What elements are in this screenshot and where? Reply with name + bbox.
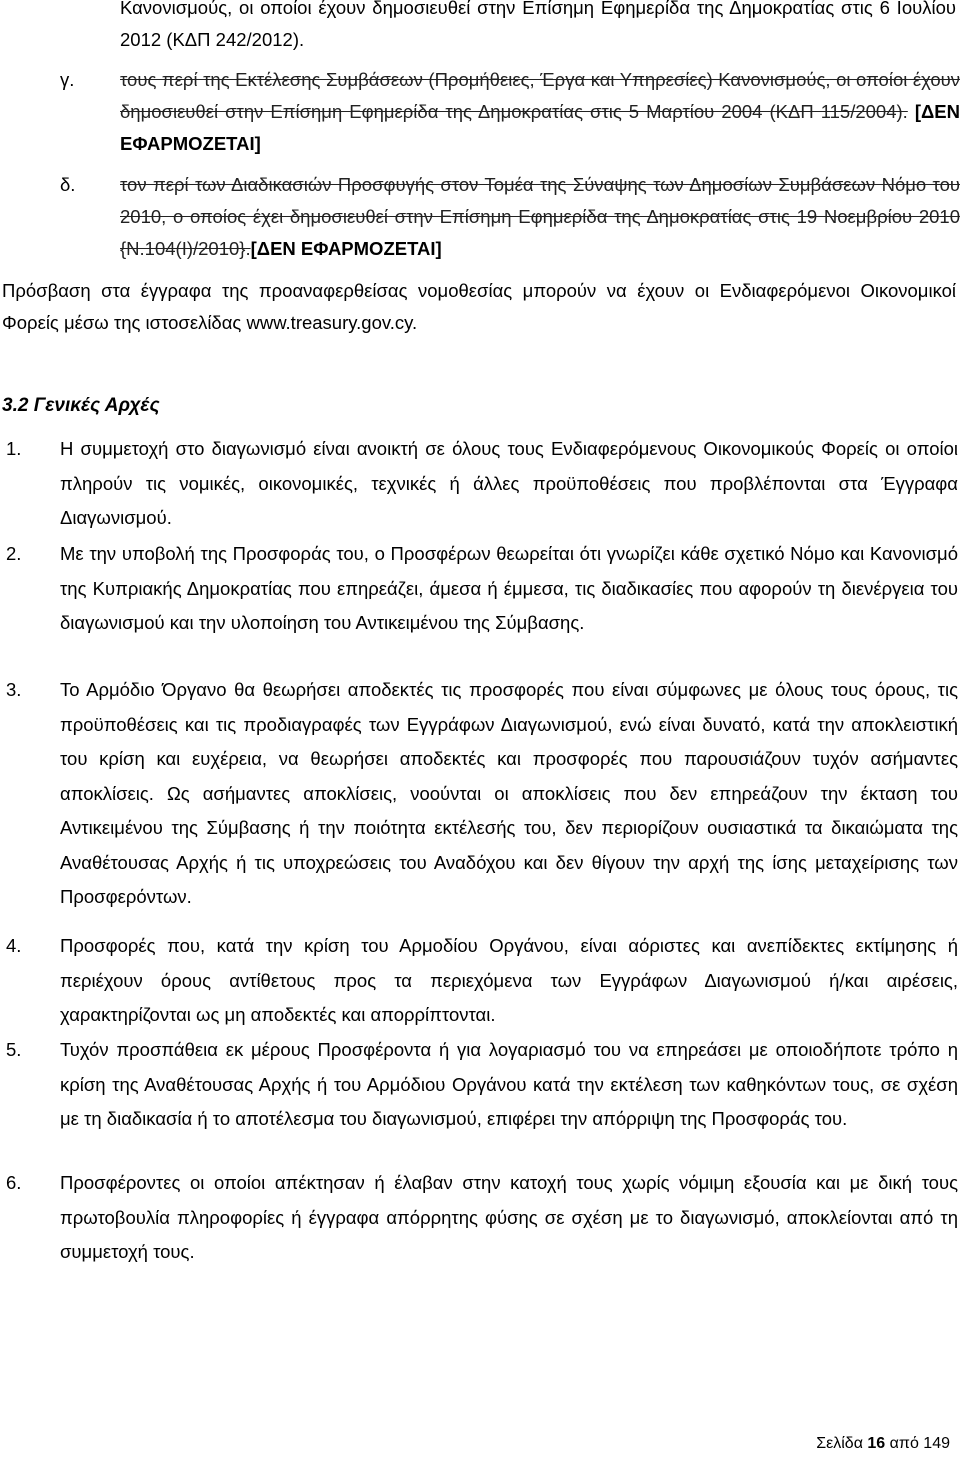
item-number: 1. <box>6 438 22 459</box>
footer-page-label: Σελίδα <box>816 1435 863 1452</box>
footer-total-pages: 149 <box>923 1435 950 1452</box>
item-text: Προσφέροντες οι οποίοι απέκτησαν ή έλαβαν στην κατοχή τους χωρίς νόμιμη εξουσία και με δική τους πρωτοβουλία πληροφορίες ή έγγραφα απόρρητης φύσης σε σχέση με το διαγωνισμό, αποκλείονται από τη συμμετοχή τους. <box>60 1172 958 1262</box>
top-fragment: Κανονισμούς, οι οποίοι έχουν δημοσιευθεί στην Επίσημη Εφημερίδα της Δημοκρατίας στις 6 Ιουλίου 2012 (ΚΔΠ 242/2012). <box>120 0 956 50</box>
repealed-reference-text: τον περί των Διαδικασιών Προσφυγής στον Τομέα της Σύναψης των Δημοσίων Συμβάσεων Νόμο του 2010, ο οποίος έχει δημοσιευθεί στην Επίσημη Εφημερίδα της Δημοκρατίας στις 19 Νοεμβρίου 2010 {Ν.104(Ι)/2010}. <box>120 174 960 259</box>
item-number: 3. <box>6 679 22 700</box>
section-heading: 3.2 Γενικές Αρχές <box>2 395 160 416</box>
item-text: Προσφορές που, κατά την κρίση του Αρμοδίου Οργάνου, είναι αόριστες και ανεπίδεκτες εκτίμησης ή περιέχουν όρους αντίθετους προς τα περιεχόμενα των Εγγράφων Διαγωνισμού ή/και αιρέσεις, χαρακτηρίζονται ως μη αποδεκτές και απορρίπτονται. <box>60 935 958 1025</box>
page-footer <box>816 1434 950 1454</box>
item-text: Το Αρμόδιο Όργανο θα θεωρήσει αποδεκτές τις προσφορές που είναι σύμφωνες με όλους τους όρους, τις προϋποθέσεις και τις προδιαγραφές των Εγγράφων Διαγωνισμού, ενώ είναι δυνατό, κατά την αποκλειστική του κρίση και ευχέρεια, να θεωρήσει αποδεκτές και προσφορές που παρουσιάζουν τυχόν ασήμαντες αποκλίσεις. Ως ασήμαντες αποκλίσεις, νοούνται οι αποκλίσεις που δεν επηρεάζουν την έκταση του Αντικειμένου της Σύμβασης ή την ποιότητα εκτέλεσής του, δεν περιορίζουν ουσιαστικά τα δικαιώματα της Αναθέτουσας Αρχής ή τις υποχρεώσεις του Αναδόχου και δεν θίγουν την αρχή της ίσης μεταχείρισης των Προσφερόντων. <box>60 679 958 907</box>
sub-item-letter: γ. <box>60 69 75 90</box>
item-number: 6. <box>6 1172 22 1193</box>
item-text: Με την υποβολή της Προσφοράς του, ο Προσφέρων θεωρείται ότι γνωρίζει κάθε σχετικό Νόμο και Κανονισμό της Κυπριακής Δημοκρατίας που επηρεάζει, άμεσα ή έμμεσα, τις διαδικασίες που αφορούν τη διενέργεια του διαγωνισμού και την υλοποίηση του Αντικειμένου της Σύμβασης. <box>60 543 958 633</box>
access-paragraph: Πρόσβαση στα έγγραφα της προαναφερθείσας νομοθεσίας μπορούν να έχουν οι Ενδιαφερόμενοι Οικονομικοί Φορείς μέσω της ιστοσελίδας www.treasury.gov.cy. <box>2 280 956 333</box>
footer-of-label: από <box>889 1435 919 1452</box>
repealed-reference-text: τους περί της Εκτέλεσης Συμβάσεων (Προμήθειες, Έργα και Υπηρεσίες) Κανονισμούς, οι οποίοι έχουν δημοσιευθεί στην Επίσημη Εφημερίδα της Δημοκρατίας στις 5 Μαρτίου 2004 (ΚΔΠ 115/2004). <box>120 69 960 122</box>
item-number: 4. <box>6 935 22 956</box>
item-text: Τυχόν προσπάθεια εκ μέρους Προσφέροντα ή για λογαριασμό του να επηρεάσει με οποιοδήποτε τρόπο η κρίση της Αναθέτουσας Αρχής ή του Αρμόδιου Οργάνου κατά την εκτέλεση των καθηκόντων τους, σε σχέση με τη διαδικασία ή το αποτέλεσμα του διαγωνισμού, επιφέρει την απόρριψη της Προσφοράς του. <box>60 1039 958 1129</box>
item-number: 5. <box>6 1039 22 1060</box>
footer-page-number: 16 <box>867 1435 886 1452</box>
not-applicable-note: [ΔΕΝ ΕΦΑΡΜΟΖΕΤΑΙ] <box>250 238 442 259</box>
item-text: Η συμμετοχή στο διαγωνισμό είναι ανοικτή σε όλους τους Ενδιαφερόμενους Οικονομικούς Φορείς οι οποίοι πληρούν τις νομικές, οικονομικές, τεχνικές ή άλλες προϋποθέσεις που προβλέπονται στα Έγγραφα Διαγωνισμού. <box>60 438 958 528</box>
sub-item-letter: δ. <box>60 174 76 195</box>
item-number: 2. <box>6 543 22 564</box>
not-applicable-note: [ΔΕΝ ΕΦΑΡΜΟΖΕΤΑΙ] <box>120 101 960 154</box>
